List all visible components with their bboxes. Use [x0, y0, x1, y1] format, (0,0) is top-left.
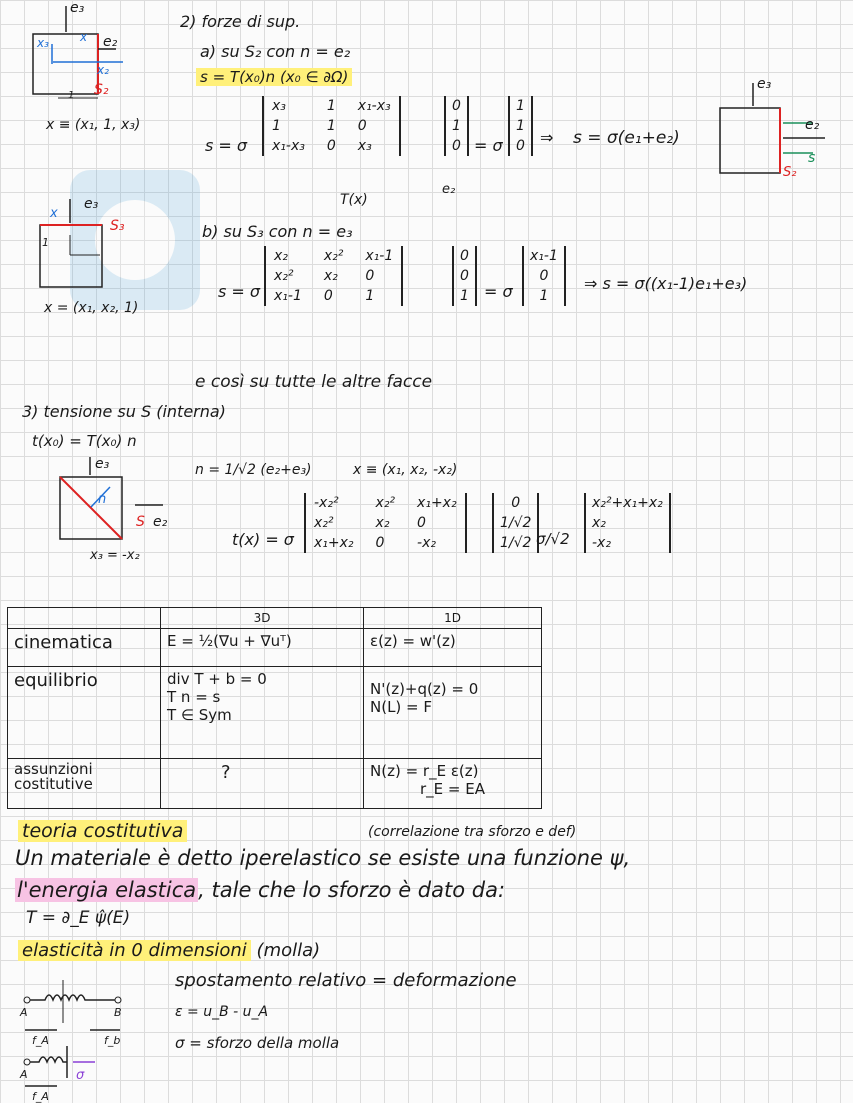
- cell-3d: [161, 667, 364, 759]
- matrix-entry: 1: [326, 98, 336, 114]
- elasticity-heading: elasticità in 0 dimensioni: [18, 940, 251, 961]
- hyperelastic-formula: T = ∂_E ψ̂(E): [26, 908, 131, 928]
- unit-label: 1: [68, 90, 75, 101]
- theory-note: (correlazione tra sforzo e def): [368, 824, 577, 840]
- x3-label: x₃: [37, 36, 49, 50]
- x-label-d2: x: [50, 206, 58, 221]
- result-vector-b: [522, 246, 566, 306]
- beam-eq: N'(z)+q(z) = 0: [370, 680, 479, 698]
- section3-title: 3) tensione su S (interna): [22, 402, 226, 421]
- matrix-entry: x₂: [274, 248, 288, 264]
- stress-matrix-b: [264, 246, 403, 306]
- matrix-entry: 1: [326, 118, 336, 134]
- e2-label: e₂: [103, 34, 118, 50]
- t-of-x-label: t(x) = σ: [232, 530, 294, 549]
- face-s2-traction-diagram: [715, 78, 845, 188]
- subsection-a-label: a) su S₂ con n = e₂: [200, 42, 351, 61]
- matrix-entry: 0: [365, 268, 375, 284]
- inner-surface-diagram: [55, 455, 185, 550]
- s-equals-b: s = σ: [218, 282, 261, 301]
- matrix-entry: x₁+x₂: [417, 495, 457, 511]
- matrix-entry: x₁-x₃: [357, 98, 391, 114]
- matrix-entry: 0: [357, 118, 367, 134]
- matrix-entry: 1: [365, 288, 375, 304]
- matrix-entry: x₁+x₂: [314, 535, 354, 551]
- point-a-label: A: [20, 1006, 28, 1019]
- vector-entry: 0: [452, 138, 461, 154]
- point-b-label: B: [114, 1006, 122, 1019]
- s2-label-d3: S₂: [783, 165, 797, 180]
- matrix-entry: x₂: [323, 268, 338, 284]
- vector-entry: 1: [460, 288, 469, 304]
- row-label: equilibrio: [8, 667, 161, 759]
- coord-s2: x ≡ (x₁, 1, x₃): [46, 117, 141, 133]
- cell-1d: [364, 667, 542, 759]
- theory-heading: teoria costitutiva: [18, 820, 187, 842]
- normal-vector-c: [492, 493, 539, 553]
- vector-entry: 0: [460, 268, 469, 284]
- vector-entry: 1/√2: [500, 515, 532, 531]
- s-equals: s = σ: [205, 136, 248, 155]
- matrix-entry: x₁-1: [365, 248, 394, 264]
- cell-3d: E = ½(∇u + ∇uᵀ): [161, 629, 364, 667]
- x2-label: x₂: [97, 63, 109, 77]
- table-row: [8, 667, 542, 759]
- matrix-entry: x₂: [375, 515, 390, 531]
- n-label-d4: n: [98, 492, 107, 507]
- sigma-label: σ: [76, 1068, 85, 1083]
- vector-entry: 1: [516, 118, 525, 134]
- table-header-row: [8, 608, 542, 629]
- vector-entry: x₂²+x₁+x₂: [592, 495, 663, 511]
- row-label: cinematica: [8, 629, 161, 667]
- force-a2-label: f_A: [32, 1090, 49, 1103]
- vector-entry: 1/√2: [500, 535, 532, 551]
- elasticity-heading-line: [18, 940, 320, 961]
- cell-1d: ε(z) = w'(z): [364, 629, 542, 667]
- vector-entry: x₂: [592, 515, 606, 531]
- vector-entry: x₁-1: [530, 248, 558, 264]
- cell-3d: ?: [161, 759, 364, 809]
- matrix-entry: x₂²: [323, 248, 344, 264]
- normal-vector-a: [444, 96, 469, 156]
- plane-equation: x₃ = -x₂: [90, 548, 140, 563]
- e3-label: e₃: [70, 0, 85, 16]
- section2-title: 2) forze di sup.: [180, 12, 301, 31]
- matrix-entry: x₃: [357, 138, 372, 154]
- normal-definition: n = 1/√2 (e₂+e₃): [195, 462, 312, 478]
- result-vector-c: [584, 493, 671, 553]
- elasticity-heading-suffix: (molla): [256, 940, 321, 961]
- s-label-d3: s: [808, 150, 816, 166]
- matrix-T-label: T(x): [340, 192, 368, 208]
- result-vector-a: [508, 96, 533, 156]
- normal-vector-b: [452, 246, 477, 306]
- stress-matrix-a: [262, 96, 401, 156]
- face-s2-diagram: [28, 4, 138, 114]
- table-row: [8, 629, 542, 667]
- vector-entry: 0: [539, 268, 549, 284]
- matrix-entry: 0: [417, 515, 426, 531]
- hyperelastic-def-rest: , tale che lo sforzo è dato da:: [198, 878, 506, 902]
- result-a: s = σ(e₁+e₂): [573, 128, 680, 148]
- matrix-entry: 0: [323, 288, 333, 304]
- matrix-entry: x₂²: [274, 268, 294, 284]
- row-label: assunzioni costitutive: [8, 759, 161, 809]
- e2-under-label: e₂: [442, 182, 456, 197]
- vector-entry: 0: [460, 248, 469, 264]
- matrix-entry: -x₂: [417, 535, 436, 551]
- s-label-d4: S: [136, 514, 145, 530]
- matrix-entry: x₂²: [375, 495, 396, 511]
- implies-arrow: ⇒: [540, 128, 554, 147]
- vector-entry: 1: [539, 288, 549, 304]
- summary-table: [7, 607, 542, 809]
- strain-def: ε = u_B - u_A: [175, 1004, 269, 1020]
- matrix-entry: 1: [272, 118, 281, 134]
- equals-sigma-b: = σ: [484, 282, 513, 301]
- traction-formula: s = T(x₀)n (x₀ ∈ ∂Ω): [196, 68, 352, 86]
- vector-entry: 1: [516, 98, 525, 114]
- matrix-entry: x₁-x₃: [272, 138, 305, 154]
- cell-1d: [364, 759, 542, 809]
- boundary-eq: N(L) = F: [370, 698, 433, 716]
- point-a2-label: A: [20, 1068, 28, 1081]
- matrix-entry: 0: [375, 535, 385, 551]
- result-b: ⇒ s = σ((x₁-1)e₁+e₃): [584, 274, 748, 293]
- e3-label-d2: e₃: [84, 196, 99, 212]
- force-a-label: f_A: [32, 1034, 49, 1047]
- coord-s3: x = (x₁, x₂, 1): [44, 300, 139, 316]
- e3-label-d4: e₃: [95, 456, 110, 472]
- table-header-cell: 1D: [364, 608, 542, 629]
- matrix-entry: -x₂²: [314, 495, 339, 511]
- force-b-label: f_b: [104, 1034, 121, 1047]
- other-faces-note: e così su tutte le altre facce: [195, 372, 433, 392]
- stiffness-eq: r_E = EA: [420, 780, 485, 798]
- equals-sigma-a: = σ: [474, 136, 503, 155]
- matrix-entry: x₃: [272, 98, 286, 114]
- stress-matrix-c: [304, 493, 467, 553]
- matrix-entry: x₂²: [314, 515, 334, 531]
- subsection-b-label: b) su S₃ con n = e₃: [202, 222, 353, 241]
- displacement-line: spostamento relativo = deformazione: [175, 970, 517, 991]
- hyperelastic-def-line2: [15, 878, 505, 902]
- vector-entry: 0: [516, 138, 525, 154]
- vector-entry: 0: [511, 495, 521, 511]
- vector-entry: -x₂: [592, 535, 611, 551]
- e2-label-d4: e₂: [153, 514, 168, 530]
- e3-label-d3: e₃: [757, 76, 772, 92]
- x-label: x: [80, 30, 88, 44]
- s3-label: S₃: [110, 218, 125, 234]
- sigma-over-root2: σ/√2: [536, 530, 570, 548]
- cauchy-eq: T n = s: [167, 688, 221, 706]
- constitutive-eq: N(z) = r_E ε(z): [370, 762, 479, 780]
- unit-label-d2: 1: [42, 236, 49, 249]
- table-header-cell: 3D: [161, 608, 364, 629]
- symmetry-eq: T ∈ Sym: [167, 706, 232, 724]
- equilibrium-eq: div T + b = 0: [167, 670, 267, 688]
- table-header-cell: [8, 608, 161, 629]
- hyperelastic-def-line1: Un materiale è detto iperelastico se esiste una funzione ψ,: [15, 846, 631, 870]
- vector-entry: 1: [452, 118, 461, 134]
- traction-definition: t(x₀) = T(x₀) n: [32, 432, 137, 450]
- matrix-entry: x₁-1: [274, 288, 302, 304]
- spring-stress-def: σ = sforzo della molla: [175, 1034, 340, 1052]
- point-definition: x ≡ (x₁, x₂, -x₂): [353, 462, 458, 478]
- vector-entry: 0: [452, 98, 461, 114]
- s2-label: S₂: [94, 82, 109, 98]
- e2-label-d3: e₂: [805, 117, 820, 133]
- table-row: [8, 759, 542, 809]
- elastic-energy-term: l'energia elastica: [17, 878, 197, 902]
- matrix-entry: 0: [326, 138, 336, 154]
